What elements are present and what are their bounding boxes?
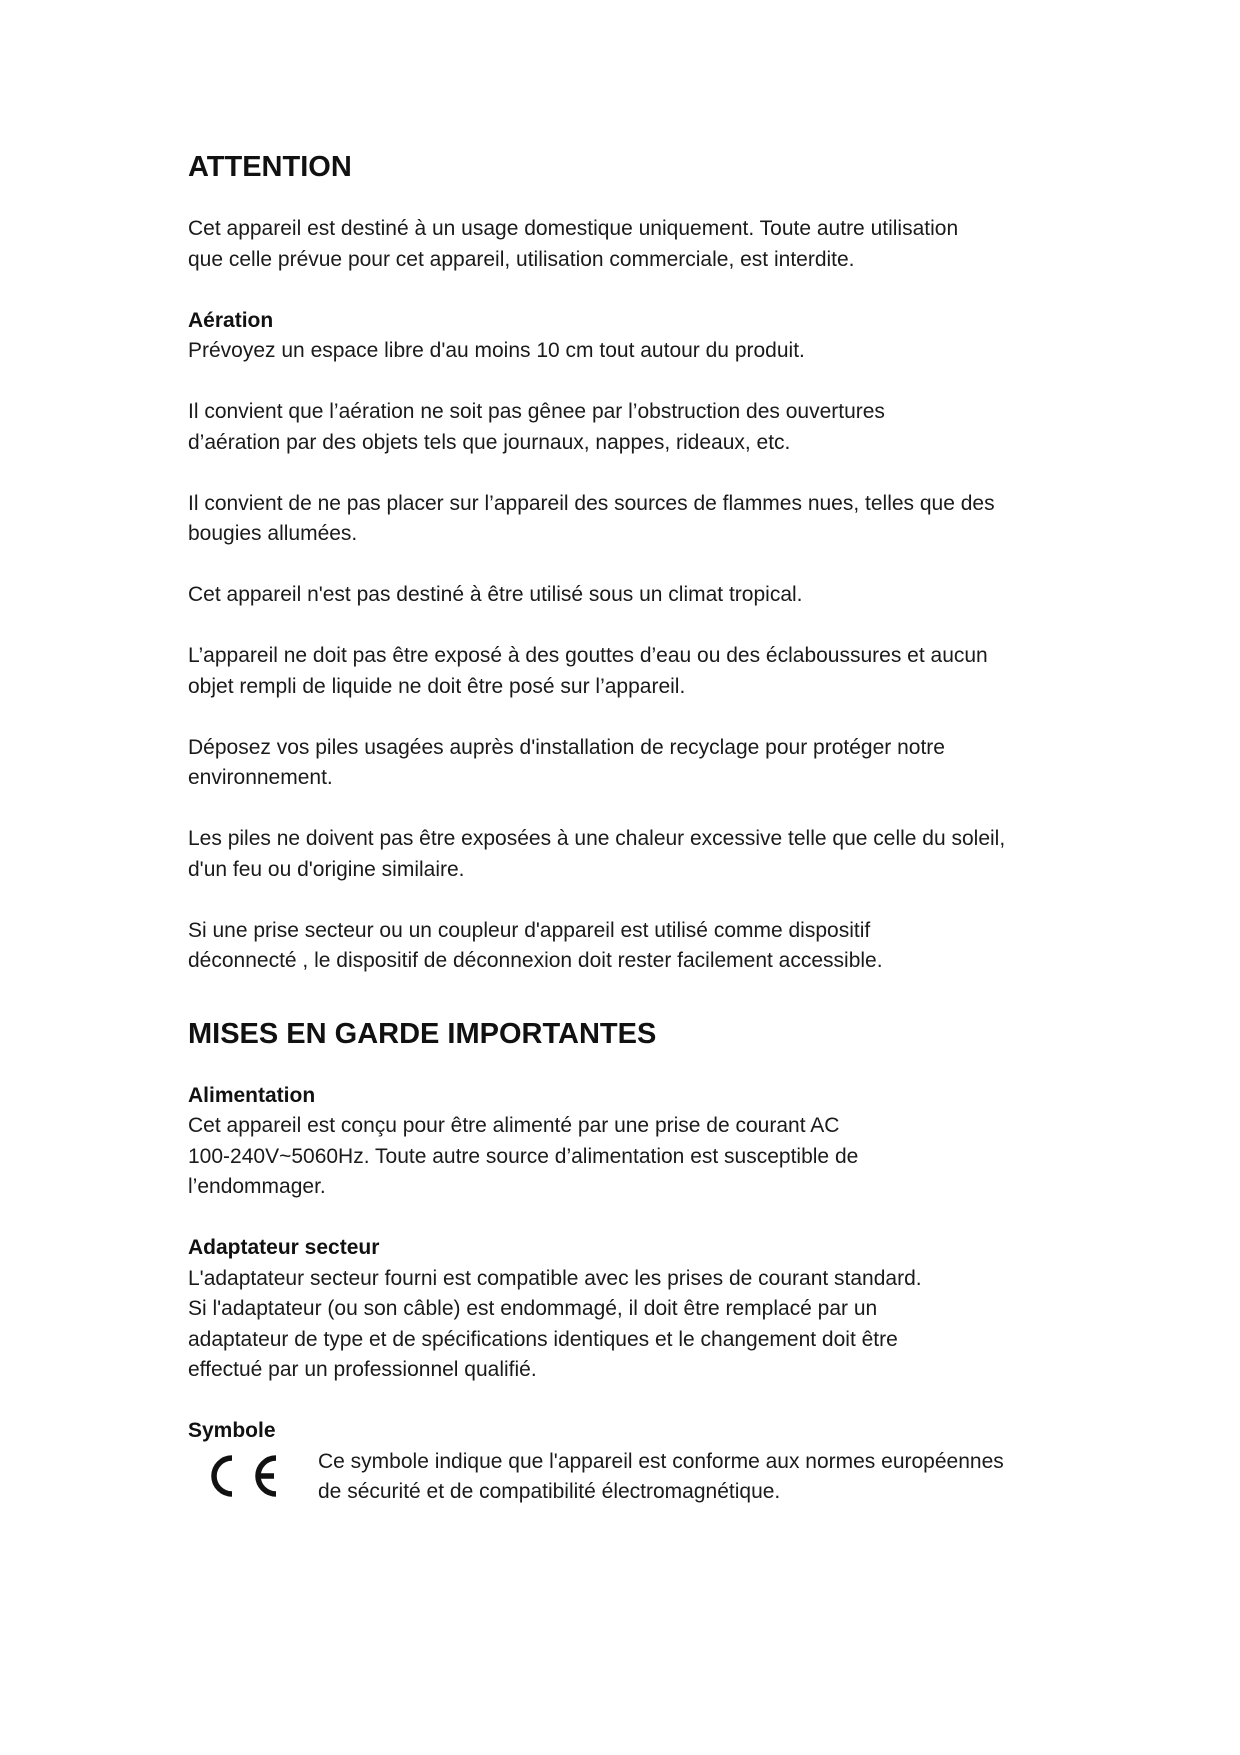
- aeration-paragraph: Prévoyez un espace libre d'au moins 10 cm tout autour du produit.: [188, 339, 805, 362]
- power-heading: Alimentation: [188, 1083, 316, 1107]
- document-page: [188, 148, 1088, 1508]
- adapter-heading: Adaptateur secteur: [188, 1236, 380, 1259]
- adapter-paragraph: L'adaptateur secteur fourni est compatible avec les prises de courant standard. Si l'adaptateur (ou son câble) est endommagé, il doit être remplacé par un adaptateur de type et de spécifications identiques et le changement doit être effectué par un professionnel qualifié.: [188, 1266, 922, 1381]
- attention-title: ATTENTION: [188, 151, 352, 183]
- batteries-heat-paragraph: Les piles ne doivent pas être exposées à une chaleur excessive telle que celle du soleil, d'un feu ou d'origine similaire.: [188, 827, 1006, 881]
- warnings-title: MISES EN GARDE IMPORTANTES: [188, 1017, 657, 1050]
- symbol-paragraph: Ce symbole indique que l'appareil est conforme aux normes européennes de sécurité et de compatibilité électromagnétique.: [318, 1449, 1004, 1503]
- symbol-heading: Symbole: [188, 1419, 276, 1442]
- disconnect-paragraph: Si une prise secteur ou un coupleur d'appareil est utilisé comme dispositif déconnecté , le dispositif de déconnexion doit rester facilement accessible.: [188, 918, 883, 972]
- intro-paragraph: Cet appareil est destiné à un usage domestique uniquement. Toute autre utilisation que celle prévue pour cet appareil, utilisation commerciale, est interdite.: [188, 217, 959, 271]
- batteries-recycle-paragraph: Déposez vos piles usagées auprès d'installation de recyclage pour protéger notre environnement.: [188, 735, 945, 789]
- ce-mark-icon: [188, 1447, 318, 1508]
- ventilation-paragraph: Il convient que l’aération ne soit pas gênee par l’obstruction des ouvertures d’aération par des objets tels que journaux, nappes, rideaux, etc.: [188, 400, 885, 454]
- aeration-heading: Aération: [188, 308, 274, 332]
- flames-paragraph: Il convient de ne pas placer sur l’appareil des sources de flammes nues, telles que des bougies allumées.: [188, 491, 995, 545]
- symbol-row: [188, 1447, 1088, 1508]
- power-paragraph: Cet appareil est conçu pour être alimenté par une prise de courant AC 100-240V~5060Hz. Toute autre source d’alimentation est susceptible de l’endommager.: [188, 1114, 859, 1198]
- tropical-paragraph: Cet appareil n'est pas destiné à être utilisé sous un climat tropical.: [188, 583, 803, 606]
- water-paragraph: L’appareil ne doit pas être exposé à des gouttes d’eau ou des éclaboussures et aucun objet rempli de liquide ne doit être posé sur l’appareil.: [188, 644, 988, 698]
